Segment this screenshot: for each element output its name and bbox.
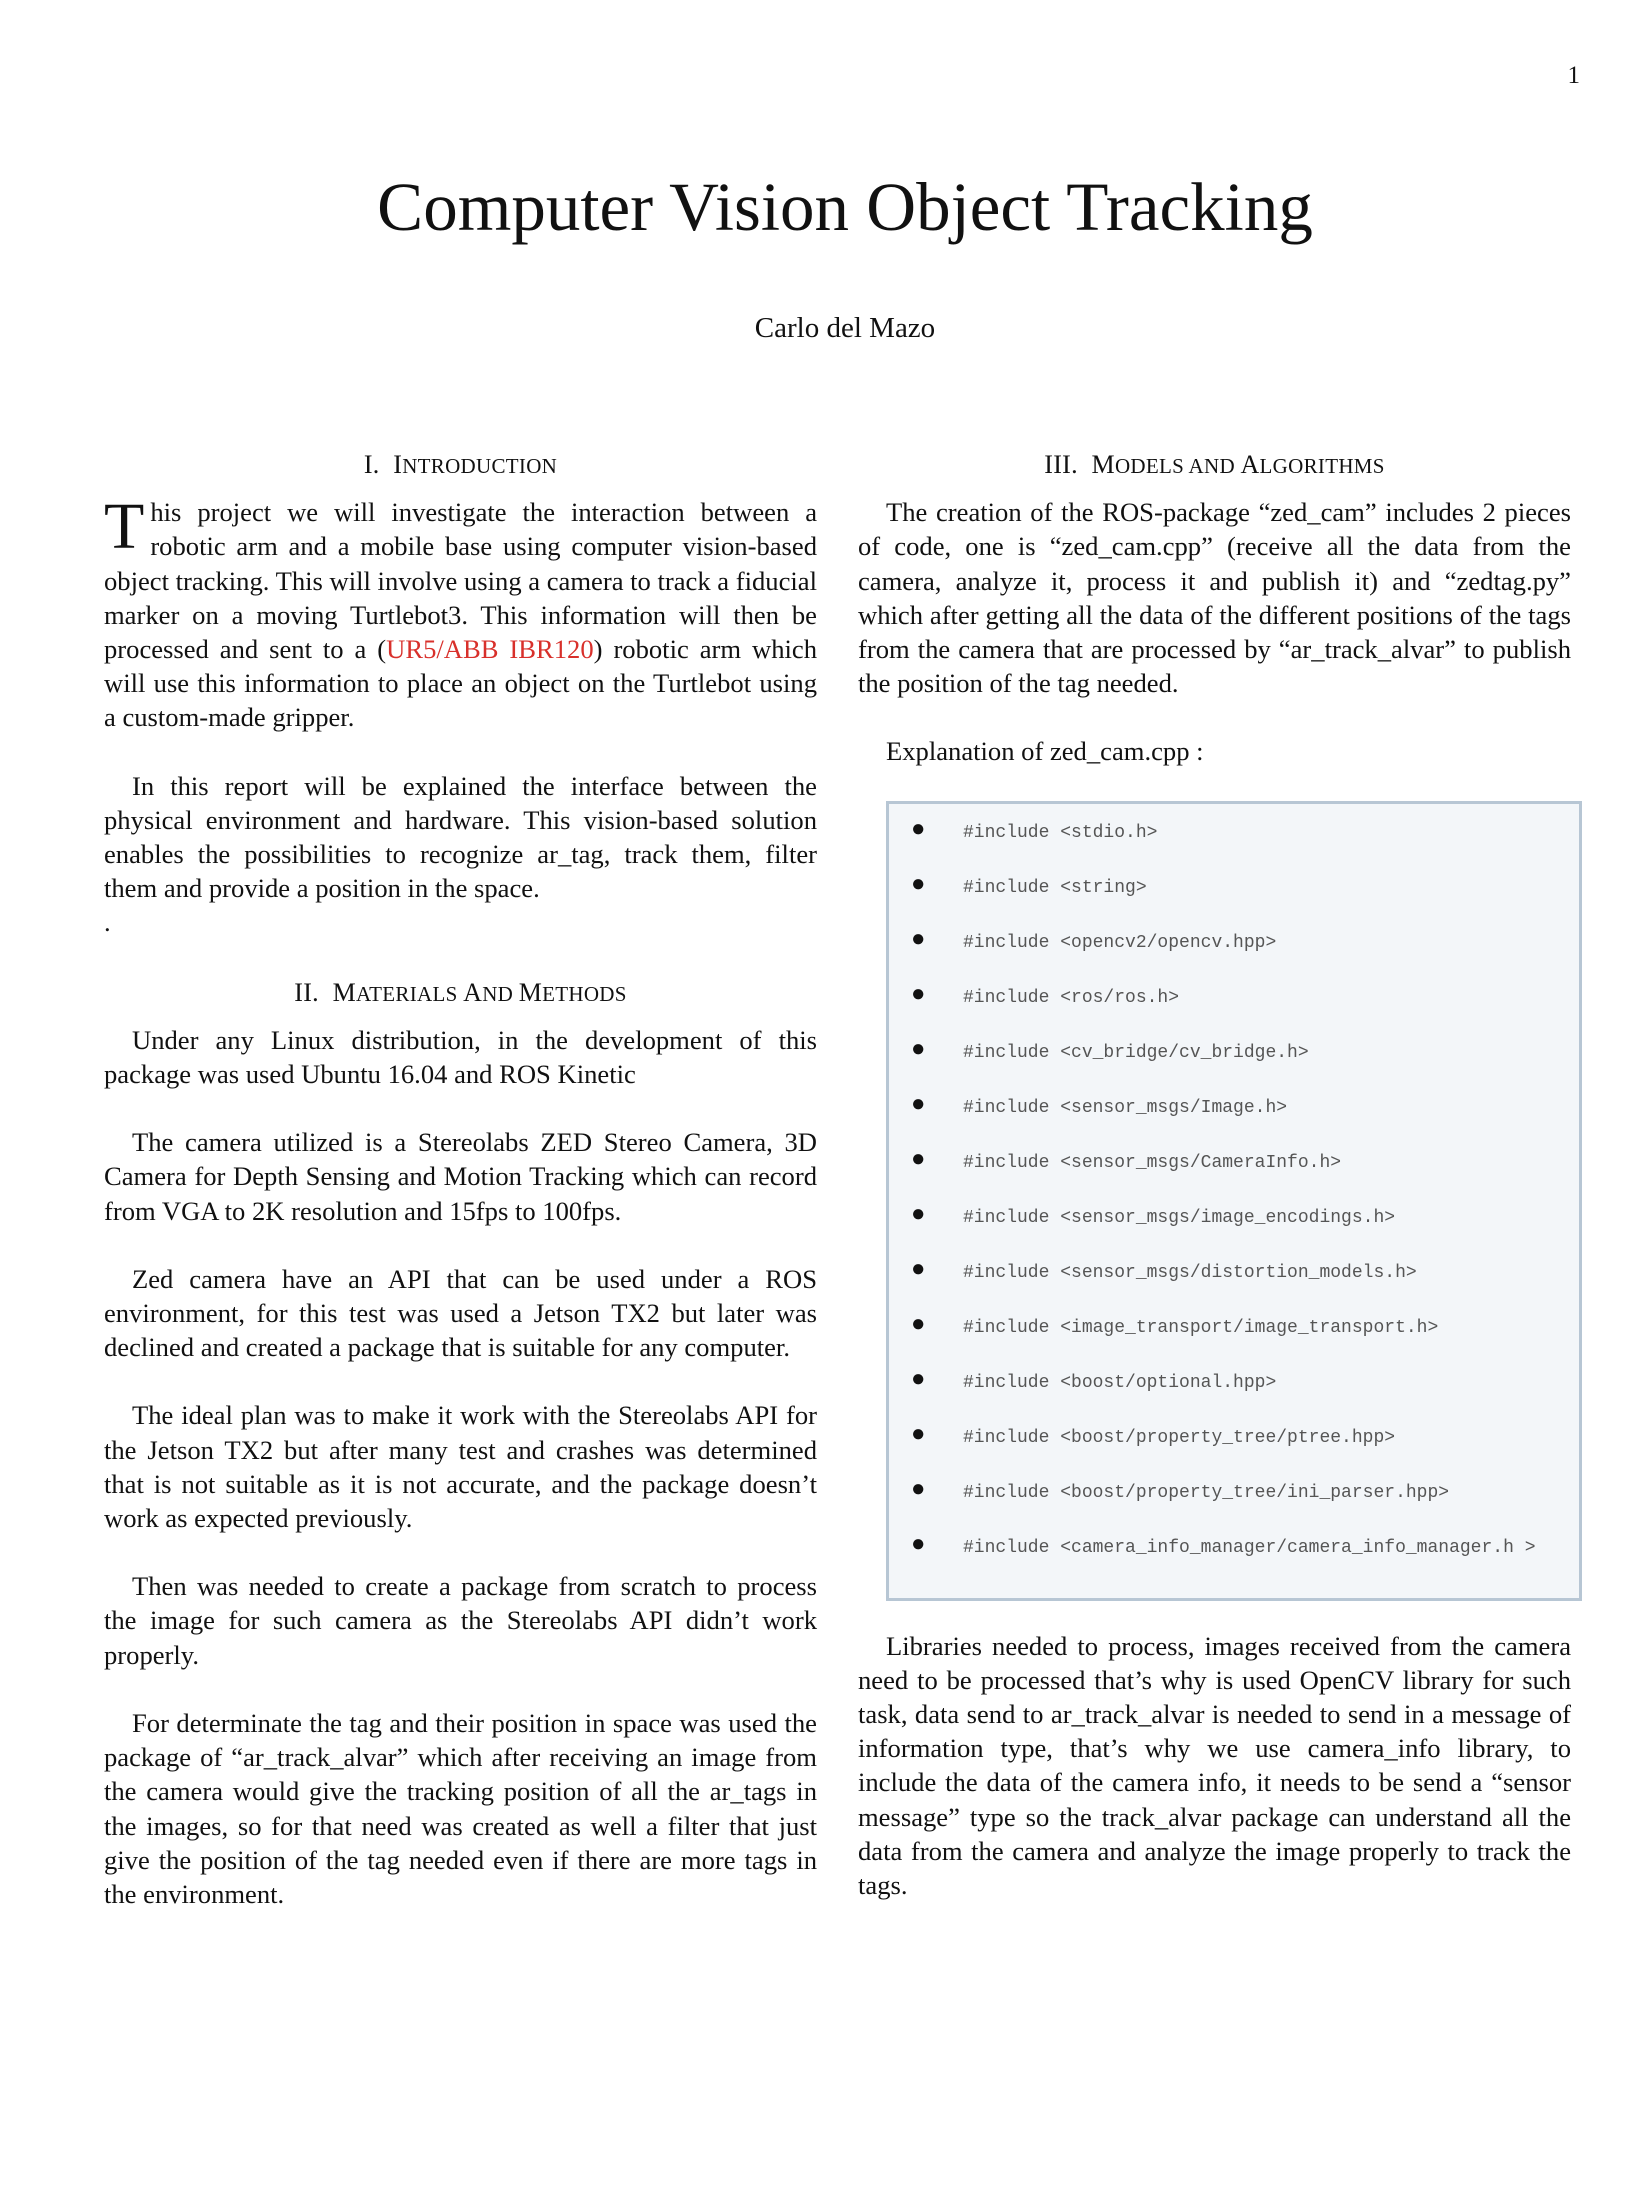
materials-paragraph-6: For determinate the tag and their position in space was used the package of “ar_track_alvar” which after receiving an image from the camera would give the tracking position of all the ar_tags in the images, so for that need was created as well a filter that just give the position of the tag needed even if there are more tags in the environment.: [104, 1707, 817, 1909]
code-text: #include <sensor_msgs/Image.h>: [963, 1097, 1288, 1118]
code-line: [907, 1201, 1561, 1260]
code-text: #include <stdio.h>: [963, 822, 1158, 843]
code-line: [907, 1036, 1561, 1095]
code-text: #include <opencv2/opencv.hpp>: [963, 932, 1277, 953]
bullet-icon: ●: [911, 1036, 926, 1064]
materials-paragraph-3: Zed camera have an API that can be used under a ROS environment, for this test was used a Jetson TX2 but later was declined and created a package that is suitable for any computer.: [104, 1263, 817, 1363]
code-line: [907, 1311, 1561, 1370]
code-text: #include <cv_bridge/cv_bridge.h>: [963, 1042, 1309, 1063]
intro-paragraph-2: In this report will be explained the interface between the physical environment and hardware. This vision-based solution enables the possibilities to recognize ar_tag, track them, filter them and provide a position in the space.: [104, 770, 817, 904]
right-column: [858, 448, 1571, 1902]
bullet-icon: ●: [911, 816, 926, 844]
bullet-icon: ●: [911, 1091, 926, 1119]
code-text: #include <sensor_msgs/CameraInfo.h>: [963, 1152, 1342, 1173]
code-line: [907, 871, 1561, 930]
bullet-icon: ●: [911, 871, 926, 899]
code-line: [907, 816, 1561, 875]
drop-cap: T: [104, 490, 145, 564]
bullet-icon: ●: [911, 1421, 926, 1449]
bullet-icon: ●: [911, 981, 926, 1009]
code-text: #include <sensor_msgs/distortion_models.h>: [963, 1262, 1417, 1283]
code-text: #include <ros/ros.h>: [963, 987, 1180, 1008]
left-column: [104, 448, 817, 1911]
bullet-icon: ●: [911, 926, 926, 954]
bullet-icon: ●: [911, 1146, 926, 1174]
code-text: #include <boost/property_tree/ini_parser.hpp>: [963, 1482, 1450, 1503]
code-listing: [886, 801, 1582, 1601]
materials-paragraph-5: Then was needed to create a package from scratch to process the image for such camera as the Stereolabs API didn’t work properly.: [104, 1571, 817, 1670]
code-line: [907, 1476, 1561, 1535]
code-text: #include <image_transport/image_transport.h>: [963, 1317, 1439, 1338]
materials-paragraph-1: Under any Linux distribution, in the development of this package was used Ubuntu 16.04 and ROS Kinetic: [104, 1024, 817, 1090]
intro-paragraph-1: This project we will investigate the interaction between a robotic arm and a mobile base using computer vision-based object tracking. This will involve using a camera to track a fiducial marker on a moving Turtlebot3. This information will then be processed and sent to a (UR5/ABB IBR120) robotic arm which will use this information to place an object on the Turtlebot using a custom-made gripper.: [104, 490, 817, 733]
code-text: #include <boost/optional.hpp>: [963, 1372, 1277, 1393]
author-name: Carlo del Mazo: [754, 312, 936, 344]
section-heading-models: III. MODELS AND ALGORITHMS: [1044, 450, 1385, 479]
code-line: [907, 1366, 1561, 1425]
code-line: [907, 1531, 1561, 1590]
code-line: [907, 981, 1561, 1040]
code-text: #include <boost/property_tree/ptree.hpp>: [963, 1427, 1396, 1448]
materials-paragraph-2: The camera utilized is a Stereolabs ZED Stereo Camera, 3D Camera for Depth Sensing and Motion Tracking which can record from VGA to 2K resolution and 15fps to 100fps.: [104, 1127, 817, 1226]
intro-paragraph-3: .: [104, 907, 111, 938]
models-paragraph-3: Libraries needed to process, images received from the camera need to be processed that’s why is used OpenCV library for such task, data send to ar_track_alvar is needed to send in a message of information type, that’s why we use camera_info library, to include the data of the camera info, it needs to be send a “sensor message” type so the track_alvar package can understand all the data from the camera and analyze the image properly to track the tags.: [858, 1630, 1571, 1901]
code-line: [907, 1256, 1561, 1315]
bullet-icon: ●: [911, 1476, 926, 1504]
bullet-icon: ●: [911, 1531, 926, 1559]
models-paragraph-1: The creation of the ROS-package “zed_cam” includes 2 pieces of code, one is “zed_cam.cpp” (receive all the data from the camera, analyze it, process it and publish it) and “zedtag.py” which after getting all the data of the different positions of the tags from the camera that are processed by “ar_track_alvar” to publish the position of the tag needed.: [858, 497, 1571, 699]
page-number: 1: [1567, 62, 1580, 89]
bullet-icon: ●: [911, 1366, 926, 1394]
bullet-icon: ●: [911, 1311, 926, 1339]
code-line: [907, 1146, 1561, 1205]
code-text: #include <camera_info_manager/camera_info_manager.h >: [963, 1537, 1536, 1558]
section-heading-materials: II. MATERIALS AND METHODS: [294, 977, 627, 1007]
code-text: #include <sensor_msgs/image_encodings.h>: [963, 1207, 1396, 1228]
code-line: [907, 1421, 1561, 1480]
code-text: #include <string>: [963, 877, 1147, 898]
section-heading-introduction: I. INTRODUCTION: [363, 450, 558, 479]
bullet-icon: ●: [911, 1256, 926, 1284]
code-line: [907, 926, 1561, 985]
paper-title: Computer Vision Object Tracking: [377, 169, 1313, 245]
models-paragraph-2: Explanation of zed_cam.cpp :: [886, 736, 1204, 767]
code-line: [907, 1091, 1561, 1150]
ur5-abb-link[interactable]: UR5/ABB IBR120: [386, 634, 594, 665]
bullet-icon: ●: [911, 1201, 926, 1229]
materials-paragraph-4: The ideal plan was to make it work with the Stereolabs API for the Jetson TX2 but after many test and crashes was determined that is not suitable as it is not accurate, and the package doesn’t work as expected previously.: [104, 1400, 817, 1534]
